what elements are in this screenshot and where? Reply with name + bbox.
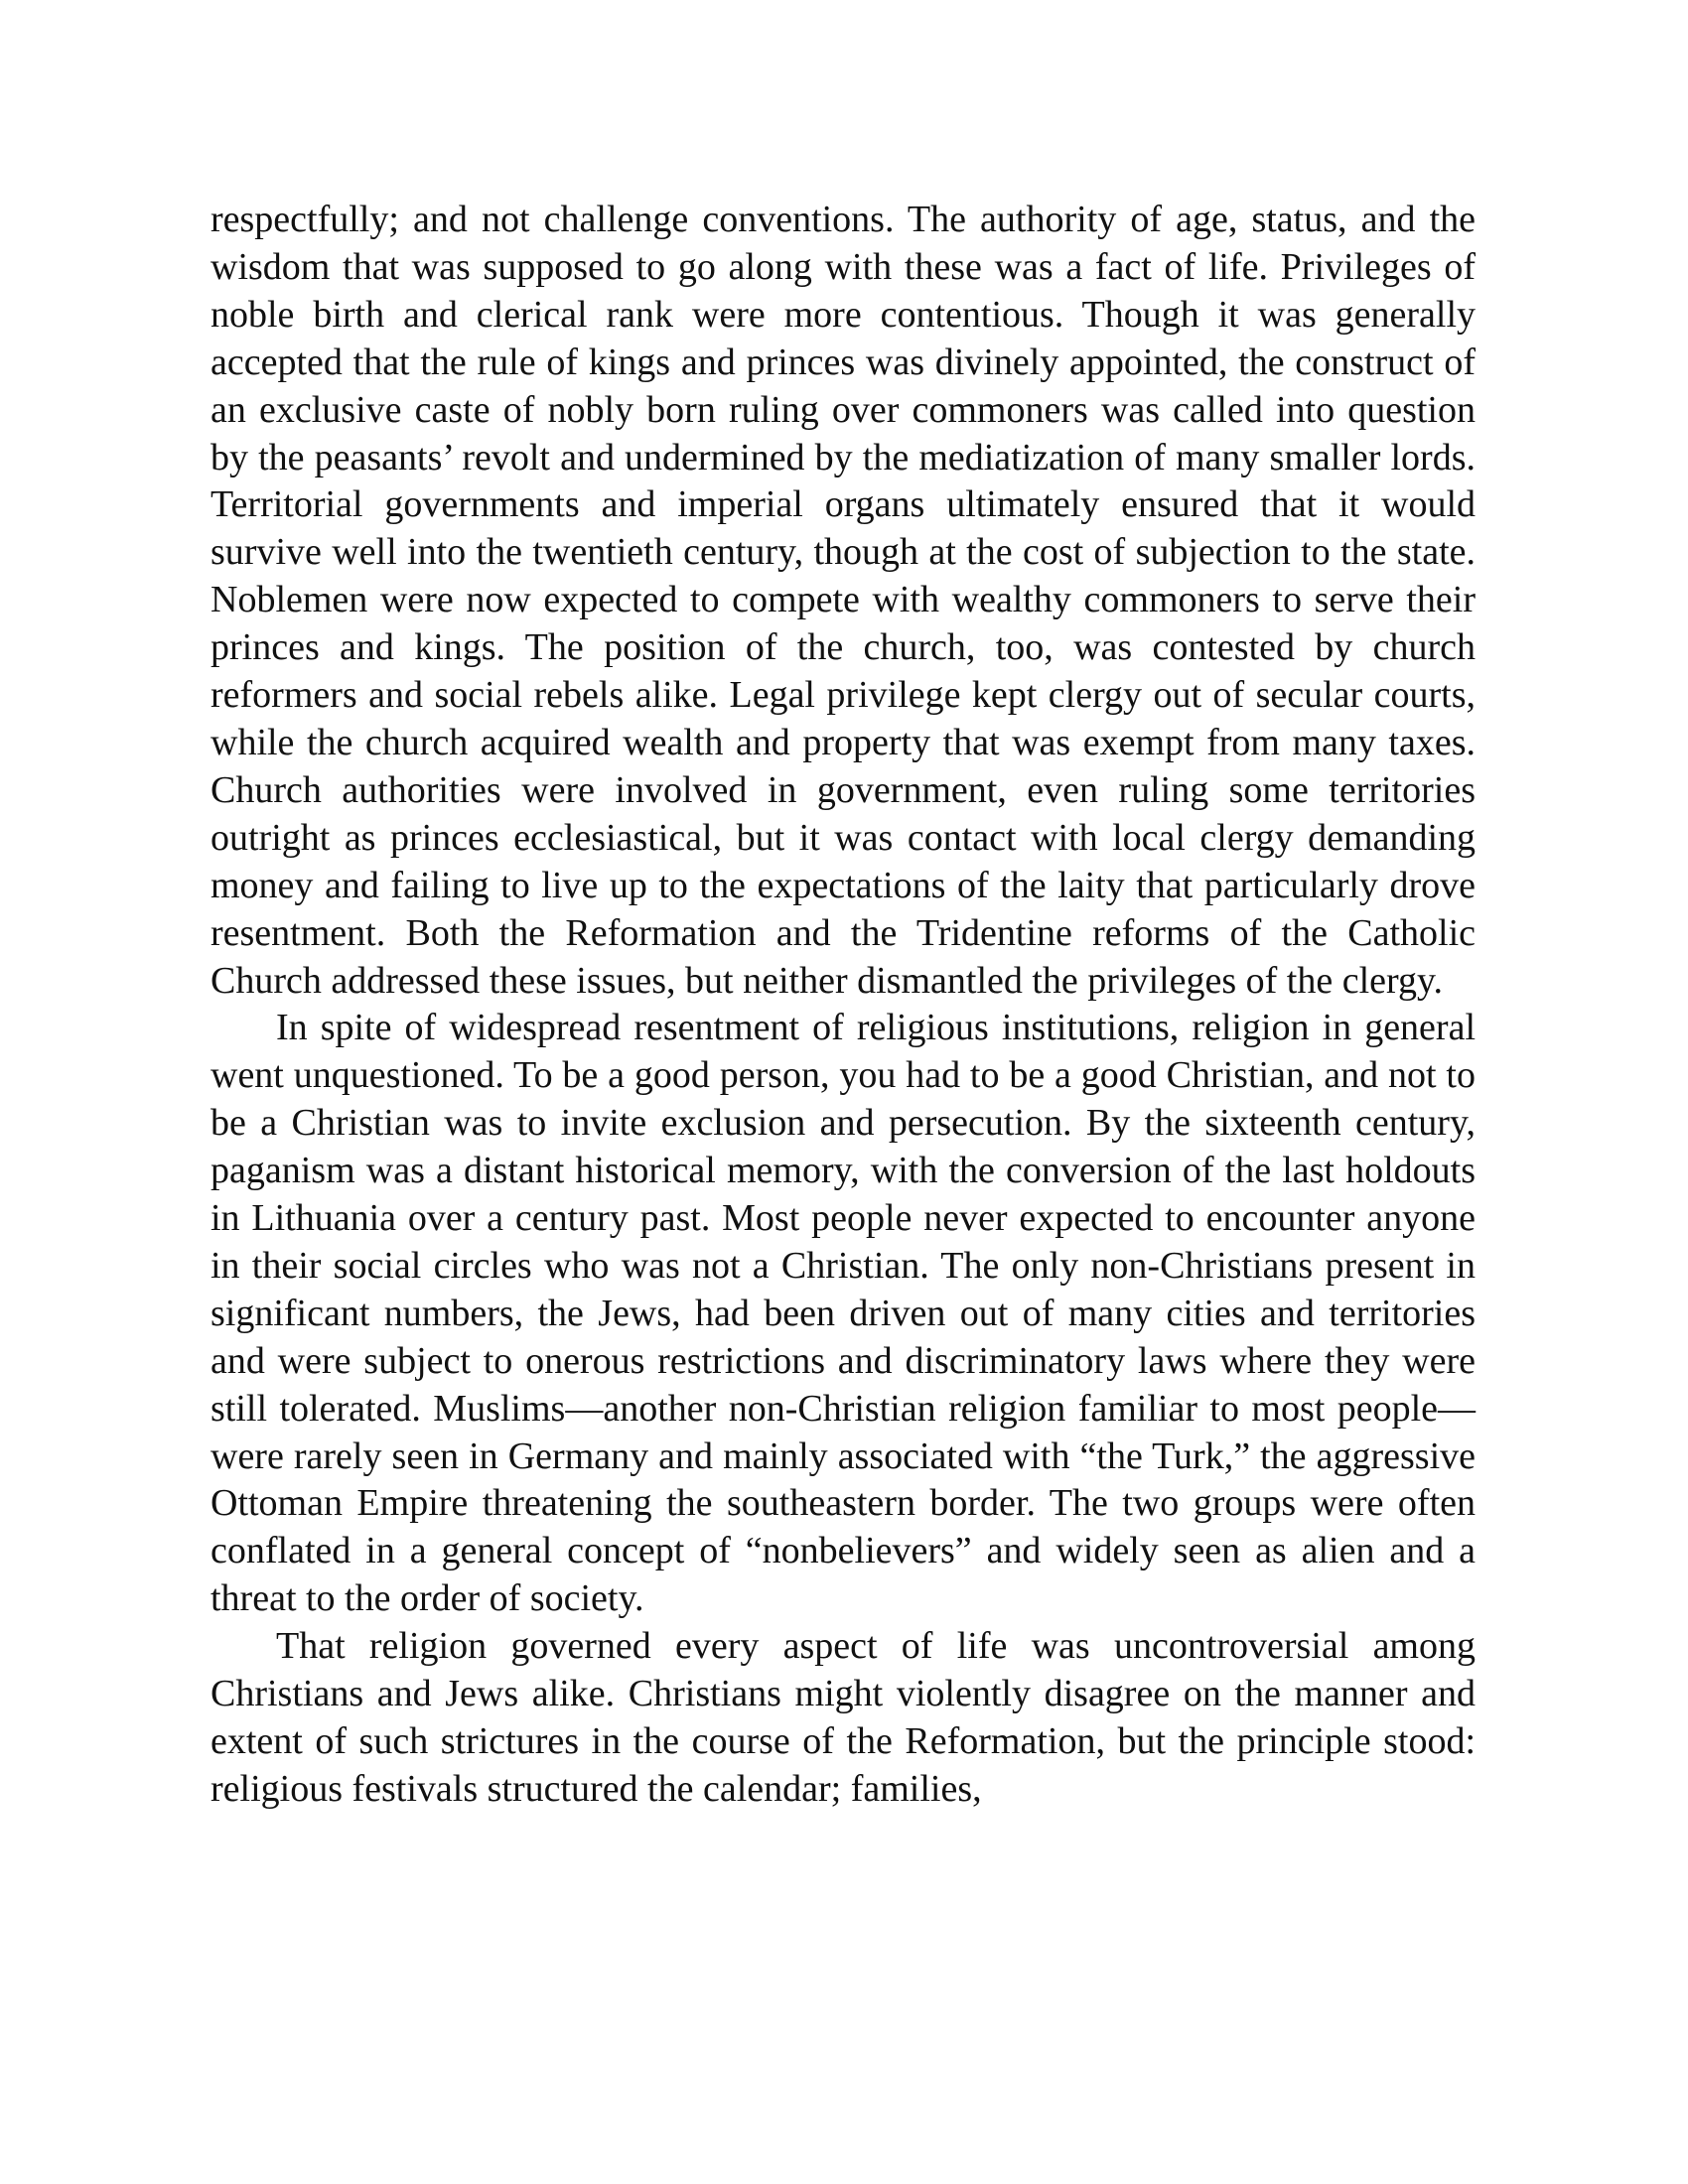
paragraph-3: That religion governed every aspect of life was uncontroversial among Christians and Jews alike. Christians might violently disagree on the manner and extent of such strictures in the course of the Reformation, but the principle stood: religious festivals structured the calendar; families,: [211, 1625, 1476, 1810]
paragraph-2: In spite of widespread resentment of religious institutions, religion in general went unquestioned. To be a good person, you had to be a good Christian, and not to be a Christian was to invite exclusion and persecution. By the sixteenth century, paganism was a distant historical memory, with the conversion of the last holdouts in Lithuania over a century past. Most people never expected to encounter anyone in their social circles who was not a Christian. The only non-Christians present in significant numbers, the Jews, had been driven out of many cities and territories and were subject to onerous restrictions and discriminatory laws where they were still tolerated. Muslims—another non-Christian religion familiar to most people—were rarely seen in Germany and mainly associated with “the Turk,” the aggressive Ottoman Empire threatening the southeastern border. The two groups were often conflated in a general concept of “nonbelievers” and widely seen as alien and a threat to the order of society.: [211, 1007, 1476, 1620]
page-body: [211, 197, 1476, 1814]
paragraph-1: respectfully; and not challenge conventions. The authority of age, status, and the wisdom that was supposed to go along with these was a fact of life. Privileges of noble birth and clerical rank were more contentious. Though it was generally accepted that the rule of kings and princes was divinely appointed, the construct of an exclusive caste of nobly born ruling over commoners was called into question by the peasants’ revolt and undermined by the mediatization of many smaller lords. Territorial governments and imperial organs ultimately ensured that it would survive well into the twentieth century, though at the cost of subjection to the state. Noblemen were now expected to compete with wealthy commoners to serve their princes and kings. The position of the church, too, was contested by church reformers and social rebels alike. Legal privilege kept clergy out of secular courts, while the church acquired wealth and property that was exempt from many taxes. Church authorities were involved in government, even ruling some territories outright as princes ecclesiastical, but it was contact with local clergy demanding money and failing to live up to the expectations of the laity that particularly drove resentment. Both the Reformation and the Tridentine reforms of the Catholic Church addressed these issues, but neither dismantled the privileges of the clergy.: [211, 199, 1476, 1002]
